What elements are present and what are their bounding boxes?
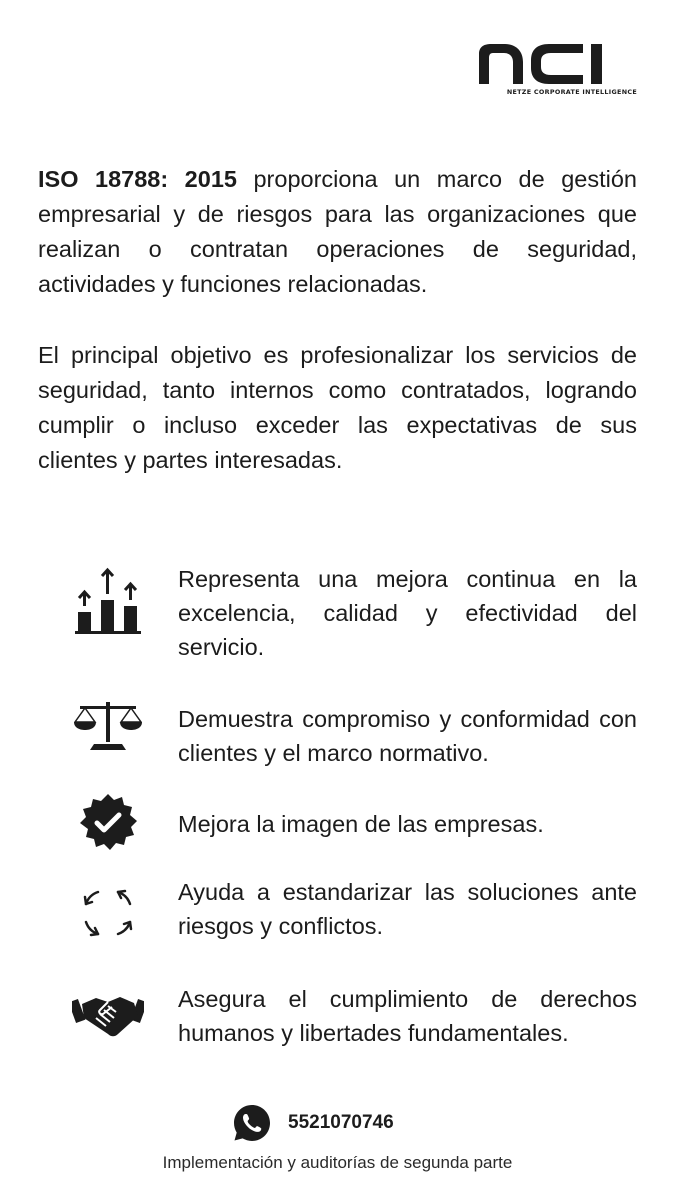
footer-note: Implementación y auditorías de segunda parte — [162, 1153, 513, 1172]
benefit-text: Representa una mejora continua en la excelencia, calidad y efectividad del servicio. — [178, 566, 637, 660]
intro-paragraph-1 — [38, 162, 637, 302]
balance-scale-icon — [70, 688, 146, 764]
benefit-text: Mejora la imagen de las empresas. — [178, 811, 544, 837]
brand-tagline: NETZE CORPORATE INTELLIGENCE — [506, 88, 637, 96]
contact-row[interactable] — [232, 1103, 394, 1143]
handshake-icon — [70, 976, 146, 1052]
nci-logo-mark — [475, 40, 637, 86]
benefit-text: Asegura el cumplimiento de derechos humanos y libertades fundamentales. — [178, 986, 637, 1046]
logo-text: NCI — [475, 40, 477, 41]
whatsapp-icon[interactable] — [232, 1103, 272, 1143]
verified-badge-icon — [70, 785, 146, 861]
benefit-text: Demuestra compromiso y conformidad con clientes y el marco normativo. — [178, 706, 637, 766]
phone-number[interactable]: 5521070746 — [288, 1112, 394, 1133]
intro-paragraph-2: El principal objetivo es profesionalizar los servicios de seguridad, tanto internos como contratados, logrando cumplir o incluso exceder las expectativas de sus clientes y partes interesadas. — [38, 342, 637, 473]
growth-chart-icon — [70, 562, 146, 638]
standard-name: ISO 18788: 2015 — [38, 166, 237, 192]
cycle-arrows-icon — [70, 875, 146, 951]
benefit-text: Ayuda a estandarizar las soluciones ante riesgos y conflictos. — [178, 879, 637, 939]
intro-paragraph-1-body: proporciona un marco de gestión empresarial y de riesgos para las organizaciones que realizan o contratan operaciones de seguridad, actividades y funciones relacionadas. — [38, 166, 637, 297]
brand-logo — [475, 40, 637, 102]
